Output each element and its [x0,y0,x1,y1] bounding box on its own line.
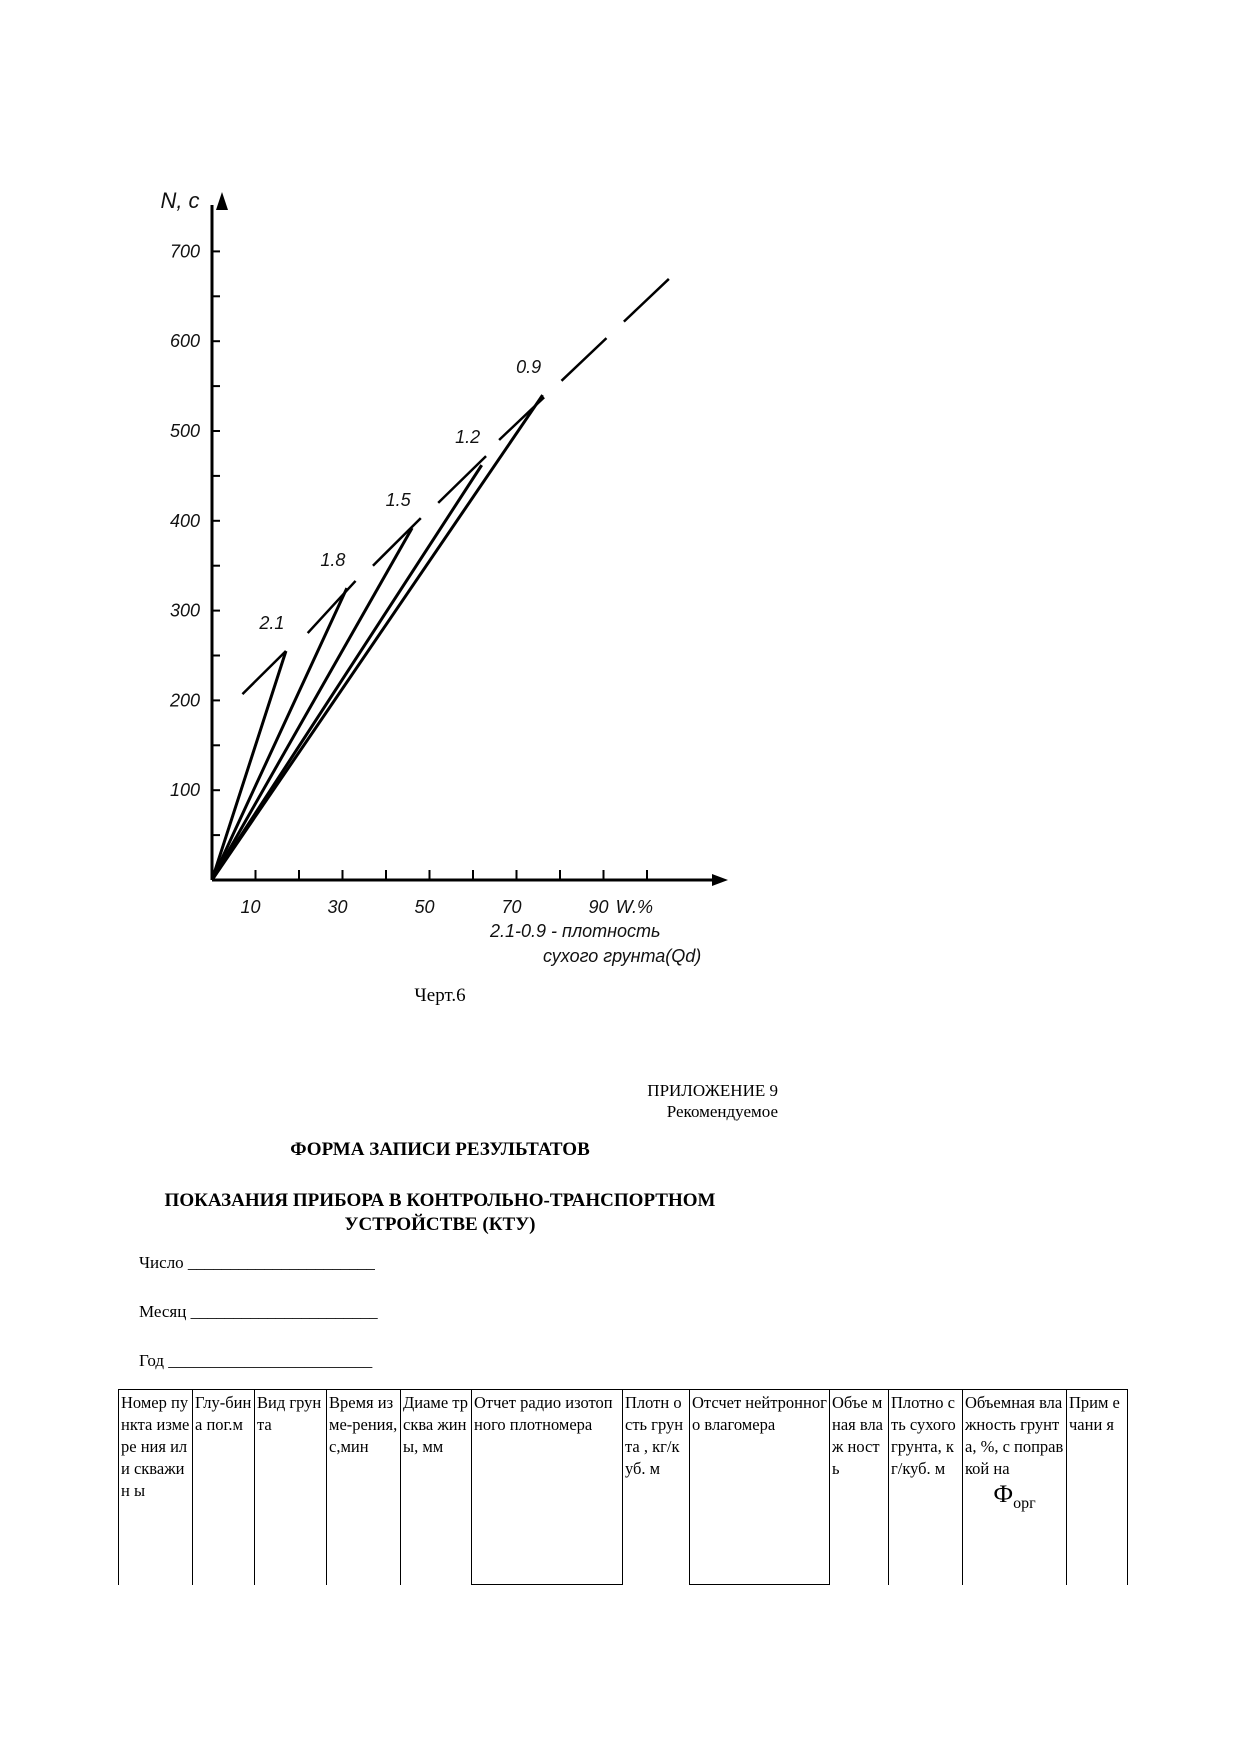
header-well-diameter: Диаме тр сква жины, мм [401,1390,472,1585]
x-tick-label: 70 [501,897,522,917]
header-notes: Прим ечани я [1067,1390,1128,1585]
x-axis-arrow [712,874,728,886]
header-densitometer-reading: Отчет радио изотопного плотномера [472,1390,623,1585]
header-volumetric-moisture: Объе мная влаж ность [830,1390,889,1585]
series-line [212,465,482,880]
density-note-line-1: 2.1-0.9 - плотность [490,921,661,941]
y-axis-arrow [216,192,228,210]
phi-org-symbol [965,1481,1064,1515]
figure-caption: Черт.6 [414,985,466,1006]
series-label: 2.1 [259,613,285,634]
density-note-line-2: сухого грунта(Qd) [543,946,702,966]
x-tick-label: 30 [327,897,348,917]
day-field: Число ______________________ [139,1253,375,1272]
header-measure-time: Время изме-рения, с,мин [327,1390,401,1585]
results-table [118,1389,1128,1585]
form-subtitle [120,1189,760,1237]
y-tick-label: 300 [169,600,200,621]
x-axis-title: W.% [615,897,653,917]
header-depth: Глу-бина пог.м [193,1390,255,1585]
header-dry-density: Плотно сть сухого грунта, кг/куб. м [889,1390,963,1585]
y-tick-label: 100 [169,780,200,801]
y-axis-title: N, c [160,188,200,213]
header-soil-type: Вид грунта [255,1390,327,1585]
year-field: Год ________________________ [139,1351,373,1370]
series-line [212,395,543,880]
series-label: 1.5 [385,489,411,510]
y-tick-label: 500 [169,421,200,441]
appendix-title: ПРИЛОЖЕНИЕ 9 [647,1081,778,1100]
form-subtitle-line-2: УСТРОЙСТВЕ (КТУ) [344,1214,536,1235]
appendix-label [647,1080,778,1122]
x-tick-label: 90 [588,897,609,917]
x-tick-label: 50 [414,897,435,917]
series-extension [499,267,682,440]
form-title: ФОРМА ЗАПИСИ РЕЗУЛЬТАТОВ [290,1139,590,1160]
header-moisture-meter-reading: Отсчет нейтронного влагомера [690,1390,830,1585]
series-label: 1.8 [320,550,346,571]
series-extension [373,518,421,566]
table-header-row [119,1390,1128,1585]
series-line [212,651,286,880]
series-line [212,528,412,880]
header-corrected-moisture-text: Объемная влажность грунта, %, с поправкой на [965,1393,1064,1478]
header-point-number: Номер пункта измере ния или скважин ы [119,1390,193,1585]
month-field: Месяц ______________________ [139,1302,378,1321]
y-tick-label: 600 [169,331,200,352]
series-extension [308,581,356,633]
header-corrected-moisture [963,1390,1067,1585]
phi-subscript: орг [1013,1495,1036,1512]
series-label: 0.9 [516,357,542,378]
x-tick-label: 10 [240,897,261,917]
y-tick-label: 700 [169,241,200,262]
calibration-chart [0,0,800,1000]
appendix-subtitle: Рекомендуемое [666,1102,778,1121]
form-subtitle-line-1: ПОКАЗАНИЯ ПРИБОРА В КОНТРОЛЬНО-ТРАНСПОРТНОМ [164,1190,716,1211]
y-tick-label: 200 [169,690,200,711]
y-tick-label: 400 [169,510,200,531]
header-soil-density: Плотн ость грунта , кг/куб. м [623,1390,690,1585]
phi-letter: Ф [993,1481,1014,1508]
series-label: 1.2 [455,427,481,448]
